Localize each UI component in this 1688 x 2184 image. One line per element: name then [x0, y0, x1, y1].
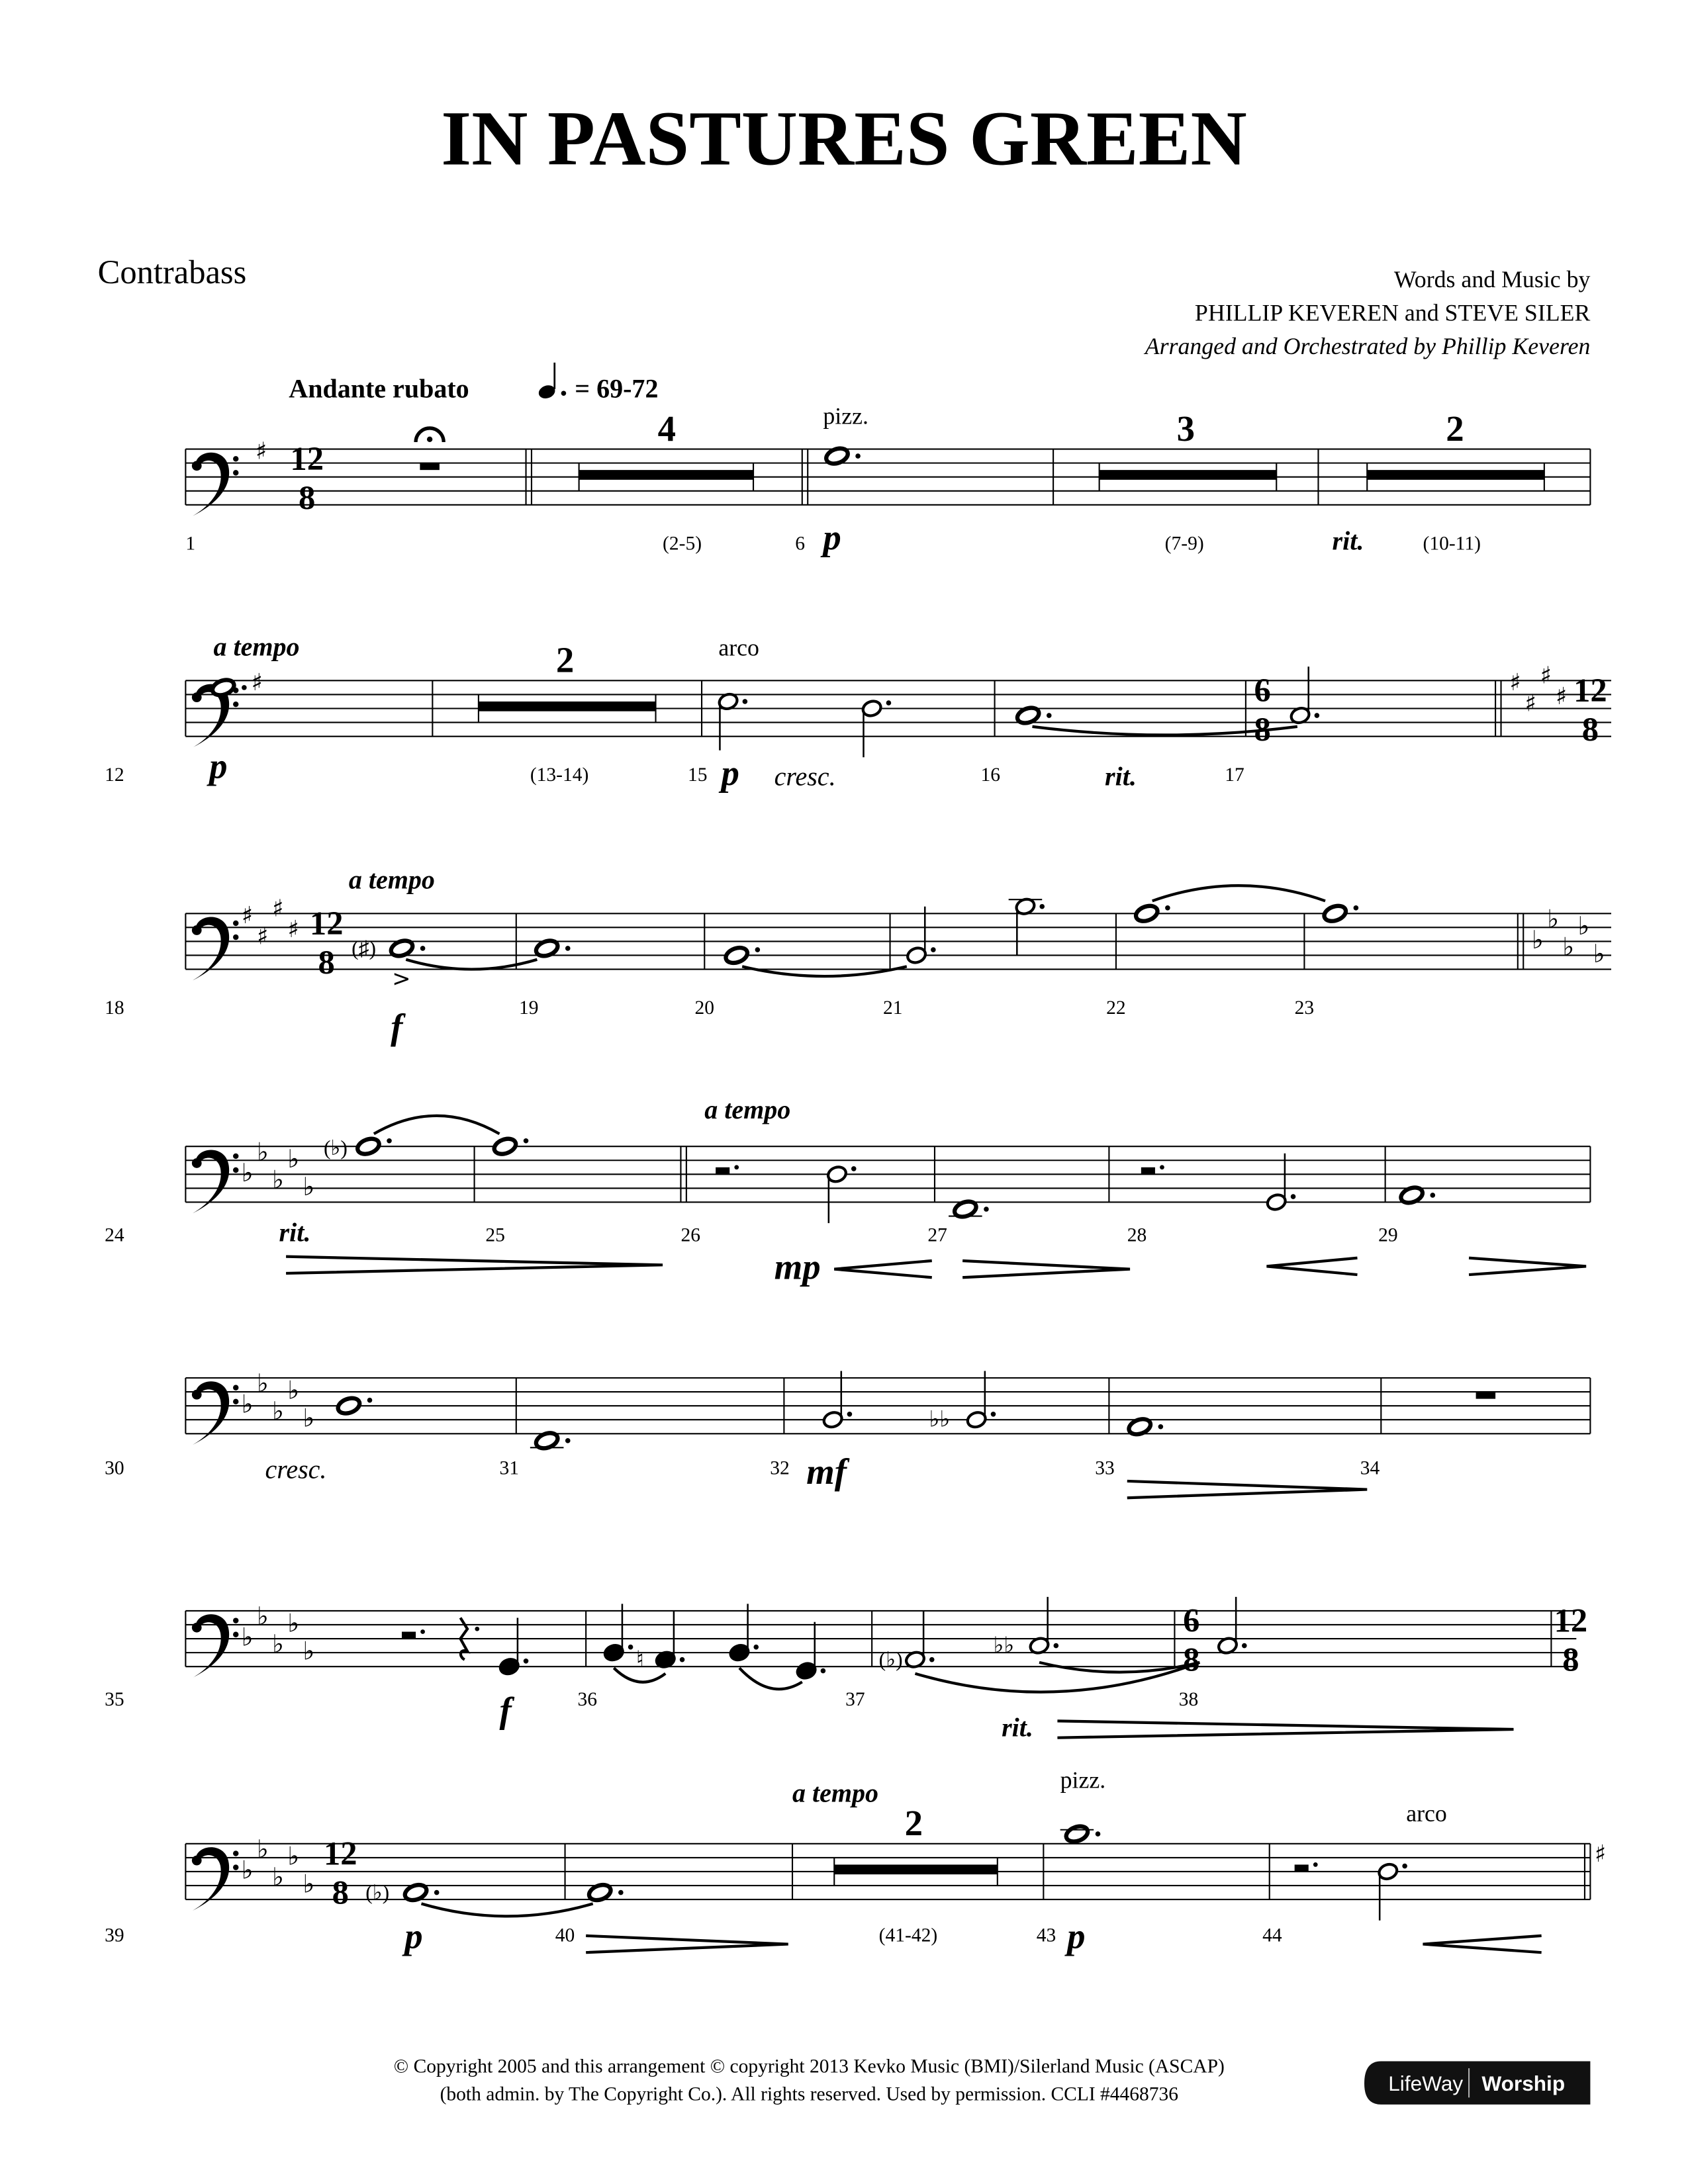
measure-number: 35 — [105, 1689, 124, 1711]
measure-number: 39 — [105, 1925, 124, 1946]
bass-clef-dot — [233, 1385, 238, 1390]
flat-icon: ♭ — [241, 1622, 254, 1652]
cresc-marking: cresc. — [265, 1454, 327, 1484]
augmentation-dot — [929, 1657, 935, 1662]
bass-clef-icon — [192, 925, 202, 935]
note-head — [355, 1136, 381, 1157]
decrescendo-hairpin — [1469, 1258, 1586, 1275]
flat-icon: ♭ — [303, 1636, 315, 1666]
flat-icon: ♭ — [272, 1862, 284, 1892]
measure-number: 22 — [1106, 997, 1126, 1019]
augmentation-dot — [1158, 1424, 1164, 1430]
dynamic-marking: mf — [806, 1451, 847, 1492]
time-signature-bottom: 8 — [1562, 1641, 1579, 1678]
pizz-marking: pizz. — [823, 402, 869, 430]
time-signature-top: 12 — [309, 904, 344, 942]
tempo-label: Andante rubato — [289, 373, 469, 404]
flat-icon: ♭ — [272, 1165, 284, 1195]
flat-icon: ♭ — [287, 1375, 300, 1405]
measure-number: 34 — [1360, 1457, 1380, 1479]
time-signature-bottom: 8 — [332, 1874, 349, 1911]
measure-range: (2-5) — [663, 533, 702, 555]
measure-number: 16 — [980, 764, 1001, 786]
bass-clef-icon — [192, 1623, 202, 1633]
a-tempo-marking: a tempo — [704, 1095, 791, 1125]
flat-icon: ♭ — [287, 1841, 300, 1871]
flat-icon: ♭ — [256, 1137, 269, 1167]
flat-icon: ♭ — [256, 1834, 269, 1864]
cautionary-accidental: (♯) — [352, 936, 376, 960]
bass-clef-dot — [233, 921, 238, 926]
measure-number: 40 — [555, 1925, 575, 1946]
dynamic-marking: f — [391, 1006, 403, 1047]
cautionary-accidental: (♭) — [878, 1648, 903, 1672]
augmentation-dot — [1054, 1643, 1059, 1649]
song-title: IN PASTURES GREEN — [441, 95, 1247, 182]
multi-measure-rest — [579, 470, 753, 480]
augmentation-dot — [886, 700, 892, 705]
measure-number: 24 — [105, 1224, 124, 1246]
bass-clef-icon — [192, 1158, 202, 1168]
half-rest-icon — [1141, 1167, 1155, 1175]
rit-marking: rit. — [279, 1217, 311, 1248]
augmentation-dot — [1315, 713, 1320, 718]
augmentation-dot — [524, 1659, 529, 1664]
augmentation-dot — [475, 1627, 479, 1631]
measure-number: 12 — [105, 764, 124, 786]
augmentation-dot — [1430, 1193, 1435, 1198]
note-head — [1134, 903, 1160, 924]
credits-composers: PHILLIP KEVEREN and STEVE SILER — [1194, 299, 1591, 326]
rit-marking: rit. — [1105, 761, 1137, 792]
time-signature-top: 6 — [1254, 671, 1271, 709]
augmentation-dot — [618, 1890, 624, 1895]
sharp-icon: ♯ — [251, 669, 263, 697]
decrescendo-hairpin — [1057, 1721, 1513, 1737]
measure-number: 37 — [845, 1689, 865, 1711]
measure-number: 26 — [680, 1224, 700, 1246]
augmentation-dot — [1039, 904, 1045, 909]
multi-rest-count: 2 — [904, 1803, 923, 1844]
measure-number: 15 — [687, 764, 708, 786]
flat-icon: ♭ — [241, 1855, 254, 1885]
augmentation-dot — [1313, 1862, 1318, 1867]
time-signature-bottom: 8 — [1581, 710, 1599, 748]
bass-clef-dot — [233, 1864, 238, 1870]
measure-number: 36 — [577, 1689, 598, 1711]
rit-marking: rit. — [1332, 525, 1364, 556]
a-tempo-marking: a tempo — [213, 631, 300, 662]
augmentation-dot — [524, 1138, 529, 1144]
sharp-icon: ♯ — [1524, 690, 1536, 717]
decrescendo-hairpin — [286, 1257, 663, 1273]
measure-number: 20 — [694, 997, 715, 1019]
bass-clef-icon — [192, 692, 202, 702]
time-signature-top: 12 — [1554, 1602, 1588, 1639]
augmentation-dot — [1160, 1165, 1164, 1169]
flat-icon: ♭ — [272, 1629, 284, 1659]
measure-range: (7-9) — [1164, 533, 1204, 555]
bass-clef-dot — [233, 1632, 238, 1637]
music-systems — [105, 403, 1611, 1956]
measure-range: (10-11) — [1423, 533, 1481, 555]
dynamic-marking: p — [404, 1915, 423, 1956]
half-rest-icon — [402, 1632, 416, 1639]
multi-rest-count: 2 — [555, 639, 575, 680]
measure-number: 25 — [485, 1224, 505, 1246]
measure-number: 19 — [519, 997, 539, 1019]
sharp-icon: ♯ — [241, 902, 253, 930]
flat-icon: ♭ — [256, 1369, 269, 1398]
slur — [1152, 886, 1325, 901]
double-flat-icon: ♭♭ — [929, 1406, 951, 1432]
dynamic-marking: mp — [774, 1246, 821, 1287]
bass-clef-icon — [192, 1856, 202, 1866]
bass-clef-dot — [233, 702, 238, 707]
measure-number: 28 — [1127, 1224, 1147, 1246]
logo-lifeway-text: LifeWay — [1388, 2071, 1464, 2095]
augmentation-dot — [1096, 1831, 1101, 1837]
flat-icon: ♭ — [1531, 925, 1544, 954]
time-signature-top: 12 — [323, 1835, 357, 1872]
rit-marking: rit. — [1002, 1712, 1033, 1743]
dynamic-marking: f — [499, 1690, 512, 1731]
bass-clef-icon — [192, 1390, 202, 1400]
measure-number: 32 — [770, 1457, 790, 1479]
lifeway-worship-logo — [1364, 2062, 1590, 2105]
copyright-line-1: © Copyright 2005 and this arrangement © copyright 2013 Kevko Music (BMI)/Silerland Music (ASCAP) — [393, 2056, 1225, 2077]
augmentation-dot — [387, 1138, 392, 1144]
measure-range: (41-42) — [878, 1925, 938, 1946]
augmentation-dot — [628, 1645, 633, 1650]
decrescendo-hairpin — [962, 1261, 1130, 1277]
multi-rest-count: 4 — [657, 408, 677, 449]
flat-icon: ♭ — [287, 1144, 300, 1173]
crescendo-hairpin — [834, 1261, 932, 1277]
arco-marking: arco — [1406, 1800, 1447, 1827]
augmentation-dot — [755, 947, 761, 952]
dynamic-marking: p — [1067, 1915, 1086, 1956]
pizz-marking: pizz. — [1060, 1766, 1106, 1794]
measure-number: 23 — [1294, 997, 1315, 1019]
crescendo-hairpin — [1423, 1936, 1542, 1952]
bass-clef-dot — [233, 1617, 238, 1623]
sharp-icon: ♯ — [1540, 662, 1552, 690]
measure-number: 31 — [499, 1457, 520, 1479]
tie — [421, 1903, 592, 1916]
note-head — [1322, 903, 1348, 924]
sharp-icon: ♯ — [256, 923, 269, 950]
tempo-bpm: = 69-72 — [575, 373, 659, 404]
credits-line-1: Words and Music by — [1393, 266, 1591, 293]
flat-icon: ♭ — [1593, 939, 1605, 969]
measure-number: 6 — [795, 533, 805, 555]
flat-icon: ♭ — [1577, 911, 1590, 940]
bass-clef-dot — [233, 1399, 238, 1404]
augmentation-dot — [434, 1890, 440, 1895]
augmentation-dot — [1165, 905, 1170, 911]
multi-measure-rest — [1367, 470, 1544, 480]
double-flat-icon: ♭♭ — [993, 1632, 1015, 1659]
copyright-line-2: (both admin. by The Copyright Co.). All rights reserved. Used by permission. CCLI #4468736 — [440, 2083, 1179, 2105]
bass-clef-dot — [233, 1167, 238, 1173]
augmentation-dot — [1354, 905, 1359, 911]
bass-clef-dot — [233, 1850, 238, 1856]
augmentation-dot — [931, 947, 936, 952]
note-head — [336, 1395, 361, 1416]
sharp-icon: ♯ — [1509, 669, 1521, 697]
tie — [406, 960, 537, 970]
sharp-icon: ♯ — [255, 437, 267, 465]
augmentation-dot — [1402, 1864, 1407, 1869]
flat-icon: ♭ — [1547, 904, 1559, 934]
flat-icon: ♭ — [256, 1601, 269, 1631]
measure-number: 17 — [1225, 764, 1244, 786]
cresc-marking: cresc. — [774, 761, 836, 792]
sharp-icon: ♯ — [1555, 683, 1568, 711]
natural-icon: ♮ — [636, 1646, 645, 1672]
time-signature-bottom: 8 — [1254, 710, 1271, 748]
sharp-icon: ♯ — [1594, 1841, 1607, 1868]
augmentation-dot — [1047, 713, 1052, 718]
time-signature-top: 6 — [1183, 1602, 1200, 1639]
flat-icon: ♭ — [287, 1608, 300, 1638]
time-signature-bottom: 8 — [299, 479, 316, 517]
augmentation-dot — [1242, 1643, 1247, 1649]
logo-worship-text: Worship — [1481, 2071, 1566, 2095]
flat-icon: ♭ — [303, 1403, 315, 1433]
multi-measure-rest — [479, 702, 656, 711]
bass-clef-icon — [192, 461, 202, 471]
cautionary-accidental: (♭) — [365, 1881, 390, 1905]
measure-number: 1 — [185, 533, 196, 555]
time-signature-bottom: 8 — [1183, 1641, 1200, 1678]
augmentation-dot — [984, 1206, 989, 1212]
a-tempo-marking: a tempo — [792, 1778, 879, 1808]
half-rest-icon — [716, 1167, 729, 1175]
bass-clef-dot — [233, 470, 238, 475]
augmentation-dot — [680, 1657, 685, 1662]
note-head — [492, 1136, 518, 1157]
augmentation-dot — [851, 1166, 857, 1171]
multi-measure-rest — [834, 1864, 998, 1874]
measure-number: 29 — [1378, 1224, 1398, 1246]
credits-arranger: Arranged and Orchestrated by Phillip Keveren — [1145, 333, 1591, 360]
measure-number: 33 — [1095, 1457, 1115, 1479]
augmentation-dot — [855, 453, 861, 459]
measure-number: 21 — [883, 997, 903, 1019]
decrescendo-hairpin — [586, 1936, 788, 1952]
accent-icon: > — [392, 965, 411, 991]
augmentation-dot — [242, 685, 247, 690]
fermata-dot — [427, 437, 432, 442]
measure-range: (13-14) — [530, 764, 589, 786]
whole-rest-icon — [1476, 1392, 1496, 1399]
augmentation-dot — [991, 1412, 996, 1417]
flat-icon: ♭ — [303, 1171, 315, 1201]
augmentation-dot — [847, 1412, 853, 1417]
dynamic-marking: p — [823, 517, 841, 558]
whole-rest-icon — [420, 463, 440, 471]
augmentation-dot — [420, 946, 426, 951]
slur — [739, 1668, 802, 1689]
measure-number: 30 — [105, 1457, 124, 1479]
cautionary-accidental: (♭) — [323, 1136, 348, 1160]
augmentation-dot — [1291, 1194, 1296, 1199]
augmentation-dot — [734, 1165, 739, 1169]
measure-number: 43 — [1036, 1925, 1056, 1946]
flat-icon: ♭ — [303, 1869, 315, 1899]
tie — [742, 966, 907, 976]
multi-measure-rest — [1100, 470, 1277, 480]
bass-clef-dot — [233, 456, 238, 461]
crescendo-hairpin — [1267, 1258, 1358, 1275]
flat-icon: ♭ — [1562, 932, 1575, 962]
augmentation-dot — [821, 1668, 826, 1674]
augmentation-dot — [743, 699, 748, 704]
decrescendo-hairpin — [1127, 1481, 1367, 1498]
time-signature-bottom: 8 — [318, 943, 335, 981]
measure-number: 38 — [1178, 1689, 1199, 1711]
augmentation-dot — [420, 1629, 425, 1634]
note-head — [724, 945, 749, 966]
note-head — [1064, 1823, 1090, 1844]
multi-rest-count: 3 — [1176, 408, 1195, 449]
measure-number: 18 — [105, 997, 124, 1019]
tempo-note-dot — [561, 390, 567, 396]
measure-number: 44 — [1262, 1925, 1282, 1946]
augmentation-dot — [565, 1438, 571, 1443]
bass-clef-dot — [233, 934, 238, 940]
bass-clef-dot — [233, 1154, 238, 1159]
augmentation-dot — [753, 1645, 759, 1650]
arco-marking: arco — [718, 634, 759, 661]
augmentation-dot — [367, 1398, 373, 1403]
half-rest-icon — [1295, 1864, 1309, 1872]
slur — [374, 1116, 500, 1134]
time-signature-top: 12 — [290, 440, 324, 478]
time-signature-top: 12 — [1573, 671, 1607, 709]
a-tempo-marking: a tempo — [348, 864, 435, 895]
instrument-name: Contrabass — [97, 253, 247, 291]
dynamic-marking: p — [721, 752, 739, 794]
flat-icon: ♭ — [241, 1158, 254, 1187]
sharp-icon: ♯ — [287, 916, 299, 944]
multi-rest-count: 2 — [1446, 408, 1464, 449]
dynamic-marking: p — [209, 745, 228, 786]
augmentation-dot — [565, 946, 571, 951]
sharp-icon: ♯ — [272, 895, 284, 923]
measure-number: 27 — [927, 1224, 947, 1246]
flat-icon: ♭ — [272, 1396, 284, 1426]
flat-icon: ♭ — [241, 1389, 254, 1419]
